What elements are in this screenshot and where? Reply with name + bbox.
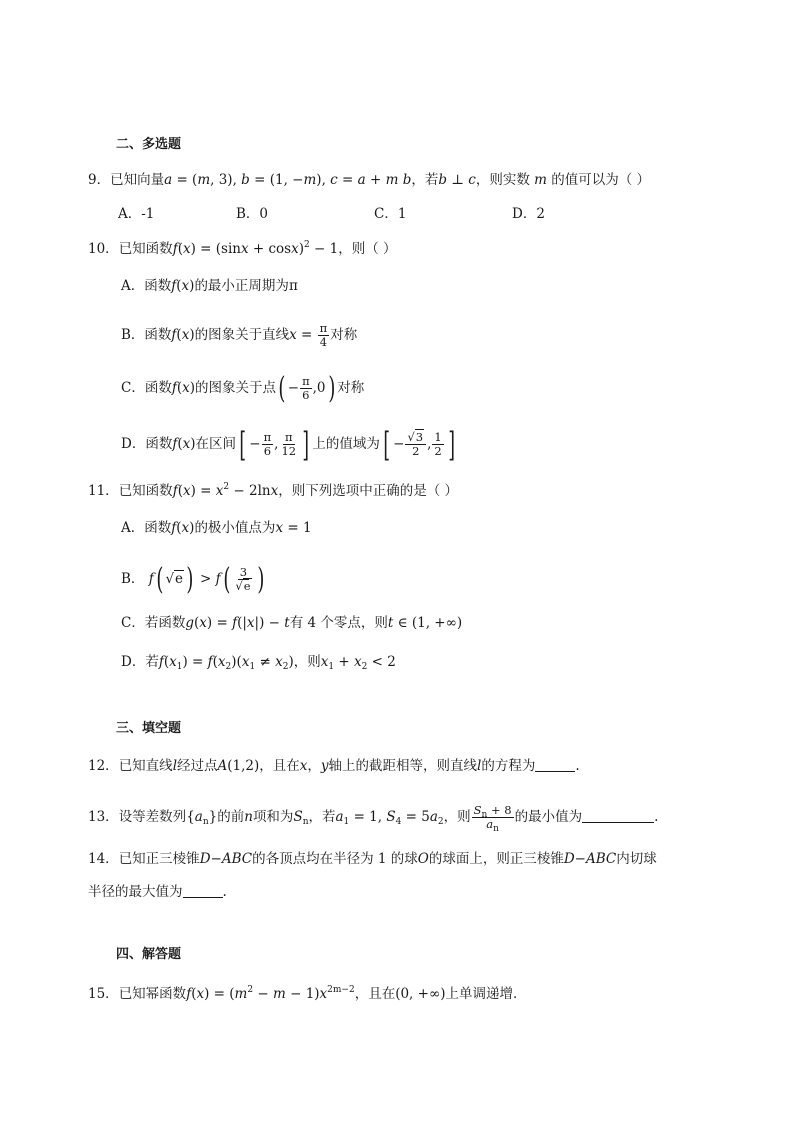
- option-b: B． f( √e ) > f( $\frac{3}{√e}$ ): [121, 561, 264, 597]
- question-number: 12．: [88, 758, 119, 774]
- question-number: 14．: [88, 851, 119, 867]
- option-c: C．函数f(x)的图象关于点( − $\frac{\pi}{6}$ ,0) 对称: [121, 370, 365, 406]
- question-15: 15．已知幂函数$f(x) = (m^2 - m - 1)x^{2m-2}$，且在(0, +∞)上单调递增．: [88, 985, 527, 1002]
- question-text: 已知向量: [110, 172, 165, 188]
- option-b: B．函数f(x)的图象关于直线x = $\frac{\pi}{4}$ 对称: [121, 321, 358, 349]
- option-c: C．若函数g(x) = f(|x|) − t有 4 个零点，则t ∈ (1, +∞): [121, 615, 463, 631]
- option-a: A．-1: [118, 206, 155, 222]
- question-number: 9．: [88, 172, 111, 188]
- answer-blank: [183, 883, 223, 898]
- option-a: A．函数f(x)的最小正周期为π: [121, 278, 298, 294]
- option-c: C．1: [374, 206, 407, 222]
- question-number: 10．: [88, 241, 119, 257]
- math-expression: $f(x) = x^2 - 2\ln x$: [172, 482, 279, 499]
- section-title-multiple-choice: 二、多选题: [116, 137, 182, 152]
- question-14: 14．已知正三棱锥D−ABC的各顶点均在半径为 1 的球O的球面上，则正三棱锥D−ABC内切球: [88, 851, 657, 867]
- math-expression: $f(x) = (\sin x + \cos x)^2 - 1$: [172, 240, 339, 257]
- option-b: B．0: [236, 206, 269, 222]
- option-d: D．若$f(x_1) = f(x_2)(x_1 \ne x_2)$，则$x_1 + x_2 < 2$: [121, 654, 396, 672]
- math-expression: a = (m, 3), b = (1, −m), c = a + m b: [164, 172, 412, 188]
- option-a: A．函数f(x)的极小值点为x = 1: [121, 520, 312, 536]
- question-number: 15．: [88, 986, 119, 1002]
- question-12: 12．已知直线l经过点A(1,2)，且在x，y轴上的截距相等，则直线l的方程为 .: [88, 758, 580, 774]
- math-expression: b ⊥ c: [438, 172, 476, 188]
- question-13: 13．设等差数列$\{a_n\}$的前n项和为$S_n$，若$a_1 = 1$, $S_4 = 5a_2$，则 $\frac{S_n + 8}{a_n}$ 的最小值为 .: [88, 803, 659, 834]
- section-title-answer: 四、解答题: [116, 947, 182, 962]
- answer-blank: [535, 757, 575, 772]
- question-14-line-2: 半径的最大值为 .: [88, 884, 227, 900]
- question-10: 10．已知函数$f(x) = (\sin x + \cos x)^2 - 1$，则（ ）: [88, 240, 397, 257]
- question-number: 13．: [88, 809, 119, 825]
- question-9: 9．已知向量a = (m, 3), b = (1, −m), c = a + m b，若b ⊥ c，则实数 m 的值可以为（ ）: [88, 172, 651, 188]
- section-title-fill-in: 三、填空题: [116, 721, 182, 736]
- answer-blank: [582, 808, 654, 823]
- option-d: D．2: [512, 206, 545, 222]
- option-d: D．函数f(x)在区间[ − $\frac{\pi}{6}$ , $\frac{\pi}{12}$ ] 上的值域为[ − $\frac{√3}{2}$ , $\frac{1}{2}$ ]: [121, 424, 455, 465]
- question-11: 11．已知函数$f(x) = x^2 - 2\ln x$，则下列选项中正确的是（ ）: [88, 482, 459, 499]
- question-number: 11．: [88, 483, 119, 499]
